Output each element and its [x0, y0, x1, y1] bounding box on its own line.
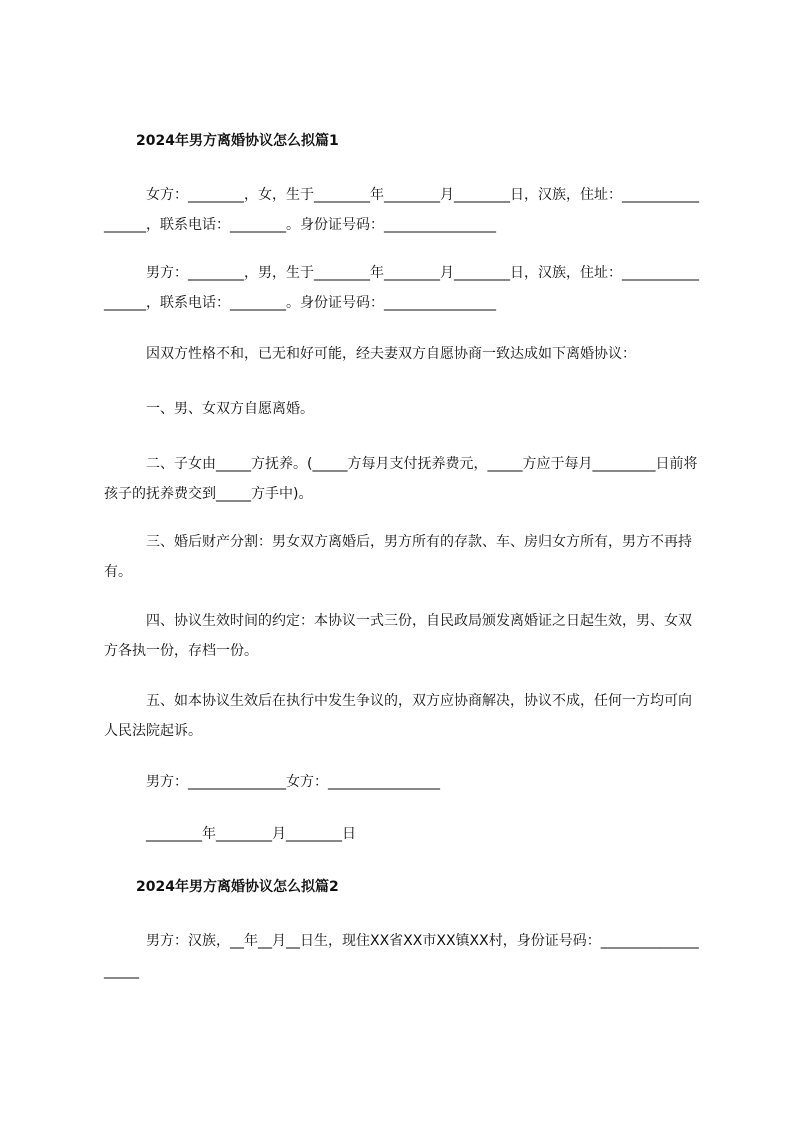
clause-2-paragraph: 二、子女由_____方抚养。(_____方每月支付抚养费元，_____方应于每月_________日前将孩子的抚养费交到_____方手中)。 [104, 456, 698, 502]
clause-4-paragraph: 四、协议生效时间的约定：本协议一式三份，自民政局颁发离婚证之日起生效，男、女双方各执一份，存档一份。 [104, 613, 692, 659]
section-2-male-paragraph: 男方：汉族，__年__月__日生，现住XX省XX市XX镇XX村，身份证号码：___________________ [104, 933, 699, 979]
female-party-paragraph: 女方：________，女，生于________年________月________日，汉族，住址：_________________，联系电话：________。身份证号码：________________ [104, 187, 699, 233]
intro-paragraph: 因双方性格不和，已无和好可能，经夫妻双方自愿协商一致达成如下离婚协议： [146, 346, 636, 362]
section-1-title: 2024年男方离婚协议怎么拟篇1 [136, 133, 339, 149]
male-party-paragraph: 男方：________，男，生于________年________月________日，汉族，住址：_________________，联系电话：________。身份证号码：________________ [104, 265, 699, 311]
clause-5-paragraph: 五、如本协议生效后在执行中发生争议的，双方应协商解决，协议不成，任何一方均可向人民法院起诉。 [104, 693, 692, 739]
section-2-title: 2024年男方离婚协议怎么拟篇2 [136, 879, 339, 895]
clause-3-paragraph: 三、婚后财产分割：男女双方离婚后，男方所有的存款、车、房归女方所有，男方不再持有。 [104, 534, 692, 580]
signature-line: 男方：______________女方：________________ [146, 774, 440, 790]
clause-1-paragraph: 一、男、女双方自愿离婚。 [146, 401, 314, 417]
date-line: ________年________月________日 [146, 826, 356, 842]
